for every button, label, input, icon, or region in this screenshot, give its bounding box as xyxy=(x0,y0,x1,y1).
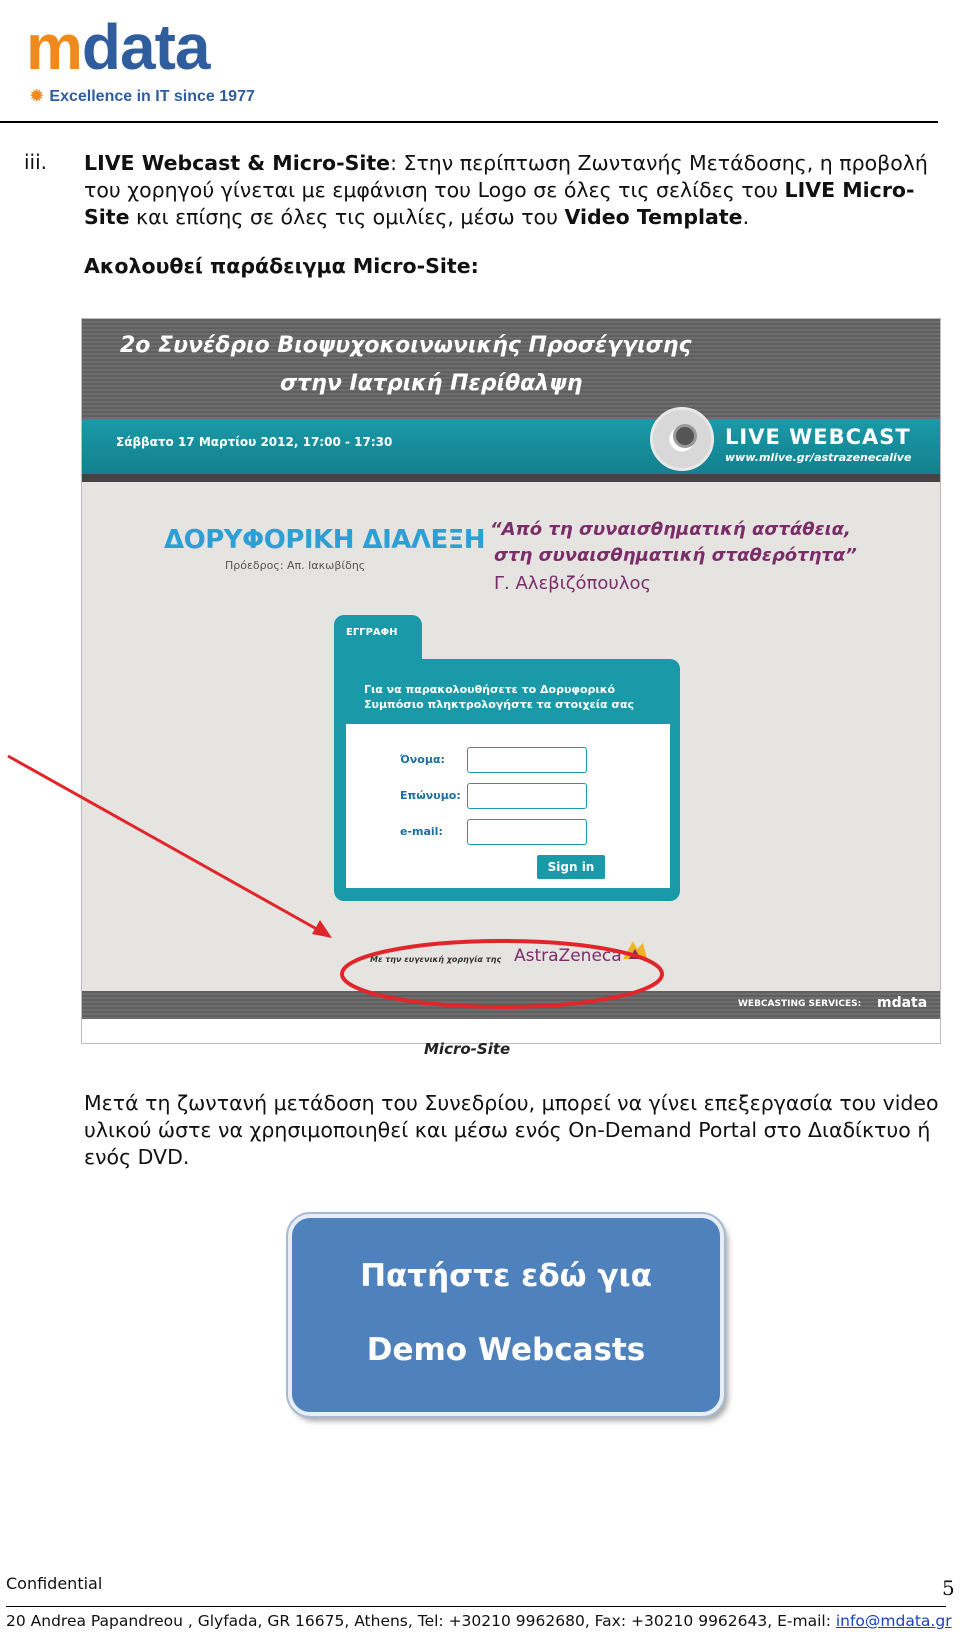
gear-icon: ✹ xyxy=(30,88,44,105)
registration-tab-label: ΕΓΓΡΑΦΗ xyxy=(346,627,398,638)
intro-paragraph: LIVE Webcast & Micro-Site: Στην περίπτωση Ζωντανής Μετάδοσης, η προβολή του χορηγού γίνεται με εμφάνιση του Logo σε όλες τις σελίδες του LIVE Micro-Site και επίσης σε όλες τις ομιλίες, μέσω του Video Template. xyxy=(84,151,928,229)
sponsor-name: AstraZeneca xyxy=(514,946,622,966)
header-divider xyxy=(0,121,938,123)
registration-text-line2: Συμπόσιο πληκτρολογήστε τα στοιχεία σας xyxy=(364,698,635,711)
on-demand-paragraph: Μετά τη ζωντανή μετάδοση του Συνεδρίου, μπορεί να γίνει επεξεργασία του video υλικού ώστε να χρησιμοποιηθεί και μέσω ενός On-Demand Portal στο Διαδίκτυο ή ενός DVD. xyxy=(84,1091,939,1169)
sponsor-text: Με την ευγενική χορηγία της xyxy=(370,955,502,964)
lecture-chair: Πρόεδρος: Απ. Ιακωβίδης xyxy=(225,559,366,572)
company-logo xyxy=(20,8,260,113)
logo-tagline: ✹ Excellence in IT since 1977 xyxy=(30,88,255,105)
quote-line1: “Από τη συναισθηματική αστάθεια, xyxy=(490,519,851,540)
footer-address: 20 Andrea Papandreou , Glyfada, GR 16675, Athens, Tel: +30210 9962680, Fax: +30210 9962643, E-mail: info@mdata.gr xyxy=(6,1612,952,1630)
registration-text-line1: Για να παρακολουθήσετε το Δορυφορικό xyxy=(364,683,616,696)
services-brand: mdata xyxy=(877,995,928,1011)
logo-word: mdata xyxy=(26,11,210,83)
sign-in-button: Sign in xyxy=(537,855,605,879)
site-url: www.mlive.gr/astrazenecalive xyxy=(725,451,912,464)
site-date: Σάββατο 17 Μαρτίου 2012, 17:00 - 17:30 xyxy=(116,435,393,449)
lecture-title: ΔΟΡΥΦΟΡΙΚΗ ΔΙΑΛΕΞΗ xyxy=(164,525,485,555)
quote-author: Γ. Αλεβιζόπουλος xyxy=(494,573,652,594)
footer-email-link[interactable]: info@mdata.gr xyxy=(835,1612,952,1630)
list-item-number: iii. xyxy=(24,150,48,174)
email-label: e-mail: xyxy=(400,825,443,838)
screenshot-caption: Micro-Site xyxy=(424,1040,511,1058)
site-title-line1: 2ο Συνέδριο Βιοψυχοκοινωνικής Προσέγγισης xyxy=(120,333,692,358)
annotation-arrowhead xyxy=(312,920,332,938)
site-divider xyxy=(82,474,940,482)
name-label: Όνομα: xyxy=(400,753,445,766)
footer-divider xyxy=(6,1606,946,1607)
example-heading: Ακολουθεί παράδειγμα Micro-Site: xyxy=(84,254,479,278)
webcam-lens xyxy=(673,424,697,448)
site-title-line2: στην Ιατρική Περίθαλψη xyxy=(280,371,583,396)
demo-button-line1: Πατήστε εδώ για xyxy=(360,1258,652,1294)
quote-line2: στη συναισθηματική σταθερότητα” xyxy=(494,545,857,566)
webcam-icon xyxy=(650,407,714,471)
webcasting-services-label: WEBCASTING SERVICES: xyxy=(738,999,862,1009)
confidential-label: Confidential xyxy=(6,1574,103,1593)
page-number: 5 xyxy=(942,1576,955,1600)
annotation-arrow-line xyxy=(8,756,322,932)
demo-button-line2: Demo Webcasts xyxy=(366,1332,646,1368)
sponsor-annotation xyxy=(0,740,700,1040)
annotation-ellipse xyxy=(342,941,662,1007)
surname-label: Επώνυμο: xyxy=(400,789,461,802)
demo-webcasts-button[interactable] xyxy=(288,1214,724,1416)
live-webcast-label: LIVE WEBCAST xyxy=(725,425,911,449)
